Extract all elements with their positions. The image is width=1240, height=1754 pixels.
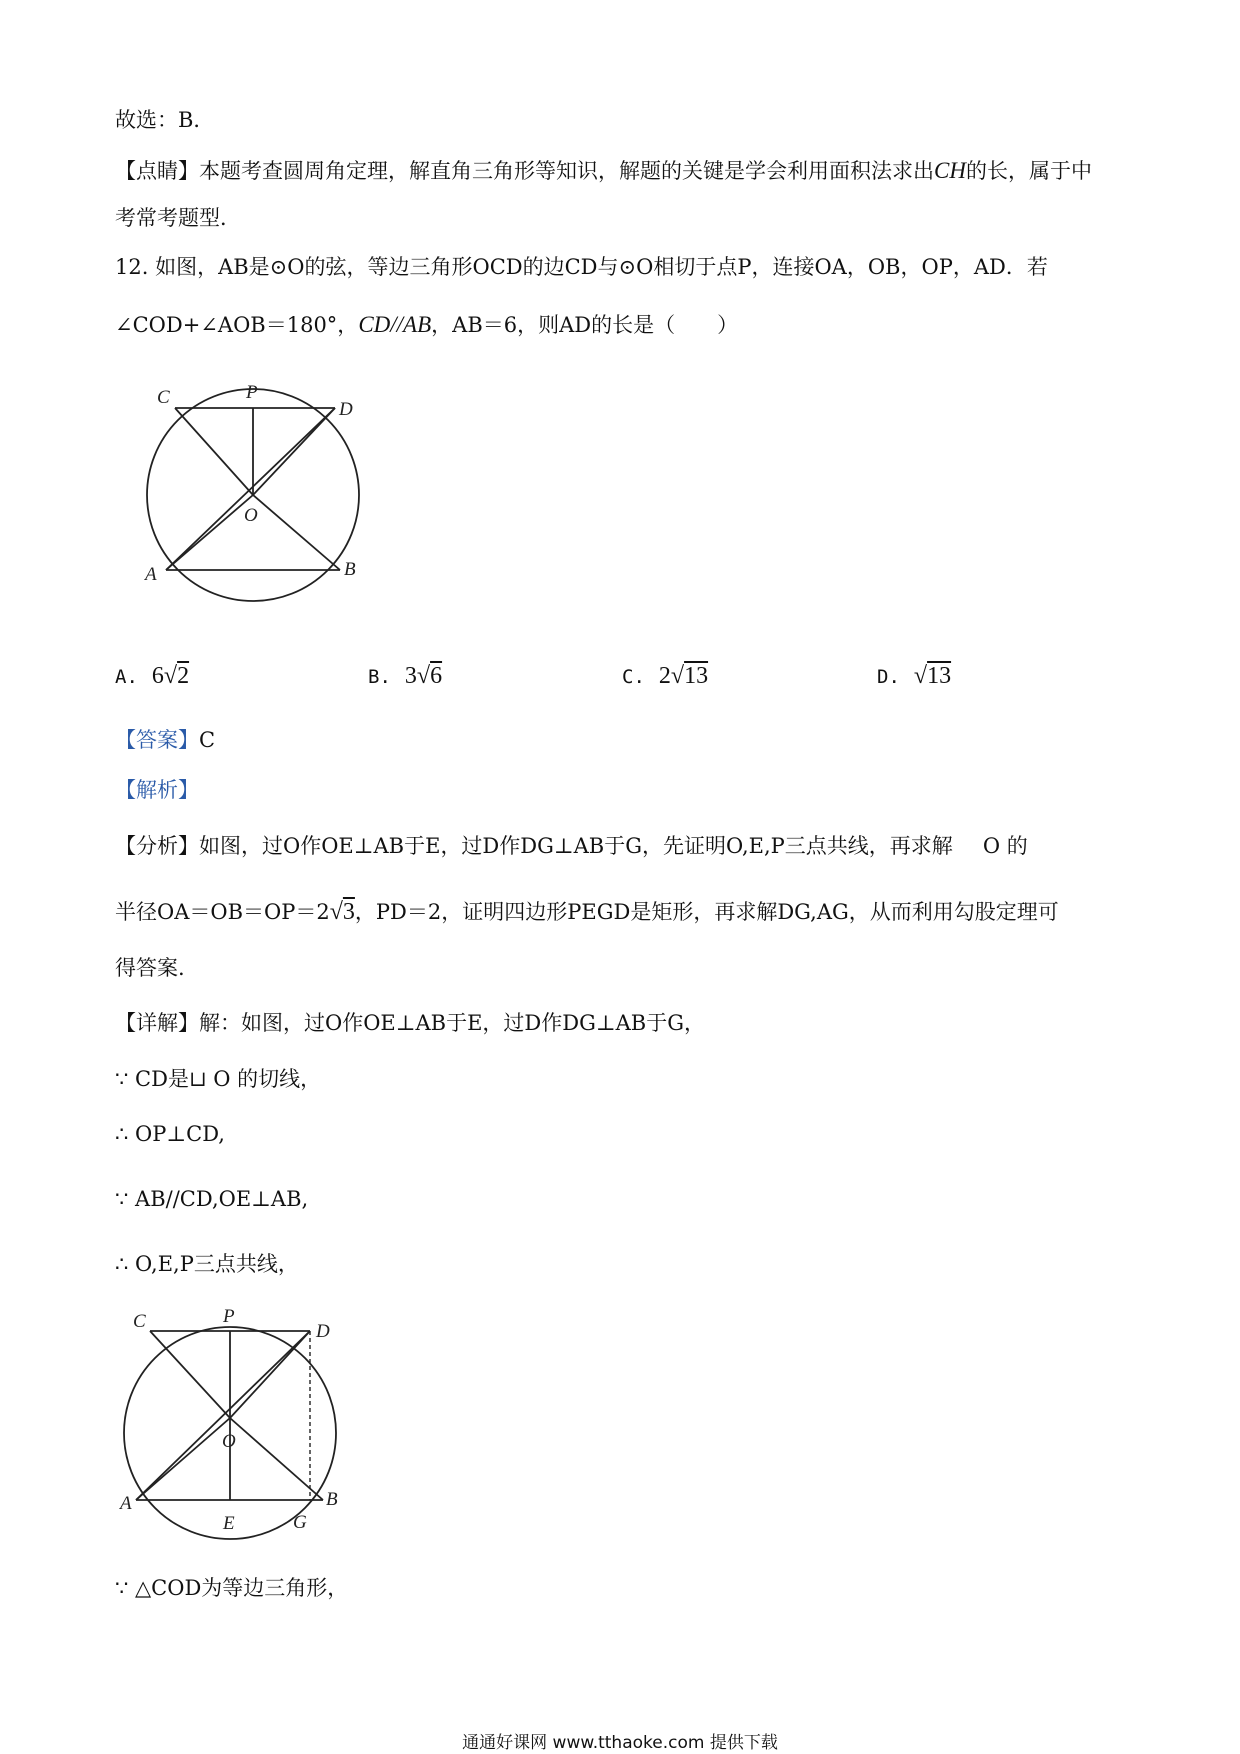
label-p: P	[246, 382, 258, 403]
text-line: 故选：B．	[115, 108, 215, 132]
xiangjie-line-3: ∴ OP⊥CD,	[115, 1122, 225, 1146]
label-o: O	[244, 505, 258, 526]
label-b: B	[344, 559, 356, 580]
option-b: B. 3√6	[368, 663, 443, 689]
label-c: C	[157, 387, 170, 408]
label-d: D	[316, 1321, 330, 1342]
question-12: 12. 如图，AB是⊙O的弦，等边三角形OCD的边CD与⊙O相切于点P，连接OA，OB，OP，AD．若	[115, 255, 1048, 279]
label-a: A	[120, 1493, 132, 1514]
xiangjie-line-6: ∵ △COD为等边三角形，	[115, 1576, 349, 1600]
figure-2	[118, 1305, 368, 1560]
option-d: D. √13	[877, 663, 952, 689]
option-a: A. 6√2	[115, 663, 190, 689]
fenxi-line-1: 【分析】如图，过O作OE⊥AB于E，过D作DG⊥AB于G，先证明O,E,P三点共线，再求解 O 的	[115, 834, 1028, 858]
figure-1	[140, 380, 380, 625]
analysis-tag: 【解析】	[115, 778, 199, 802]
answer: 【答案】C	[115, 728, 216, 752]
label-p: P	[223, 1306, 235, 1327]
label-b: B	[326, 1489, 338, 1510]
xiangjie-line-1: 【详解】解：如图，过O作OE⊥AB于E，过D作DG⊥AB于G，	[115, 1011, 706, 1035]
question-12-cont: ∠COD+∠AOB＝180°，CD//AB，AB＝6，则AD的长是（ ）	[115, 312, 739, 337]
text-line: 【点睛】本题考查圆周角定理，解直角三角形等知识，解题的关键是学会利用面积法求出CH的长，属于中	[115, 158, 1092, 183]
text-line: 考常考题型．	[115, 206, 241, 230]
fenxi-line-3: 得答案.	[115, 956, 185, 980]
option-c: C. 2√13	[622, 663, 709, 689]
label-c: C	[133, 1311, 146, 1332]
label-o: O	[222, 1431, 236, 1452]
page-footer: 通通好课网 www.tthaoke.com 提供下载	[462, 1733, 778, 1753]
xiangjie-line-5: ∴ O,E,P三点共线，	[115, 1252, 299, 1276]
xiangjie-line-2: ∵ CD是⊔ O 的切线，	[115, 1067, 322, 1091]
label-g: G	[293, 1512, 307, 1533]
label-e: E	[223, 1513, 235, 1534]
label-a: A	[145, 564, 157, 585]
fenxi-line-2: 半径OA＝OB＝OP＝2√3，PD＝2，证明四边形PEGD是矩形，再求解DG,AG，从而利用勾股定理可	[115, 899, 1059, 925]
label-d: D	[339, 399, 353, 420]
xiangjie-line-4: ∵ AB//CD,OE⊥AB,	[115, 1187, 309, 1211]
